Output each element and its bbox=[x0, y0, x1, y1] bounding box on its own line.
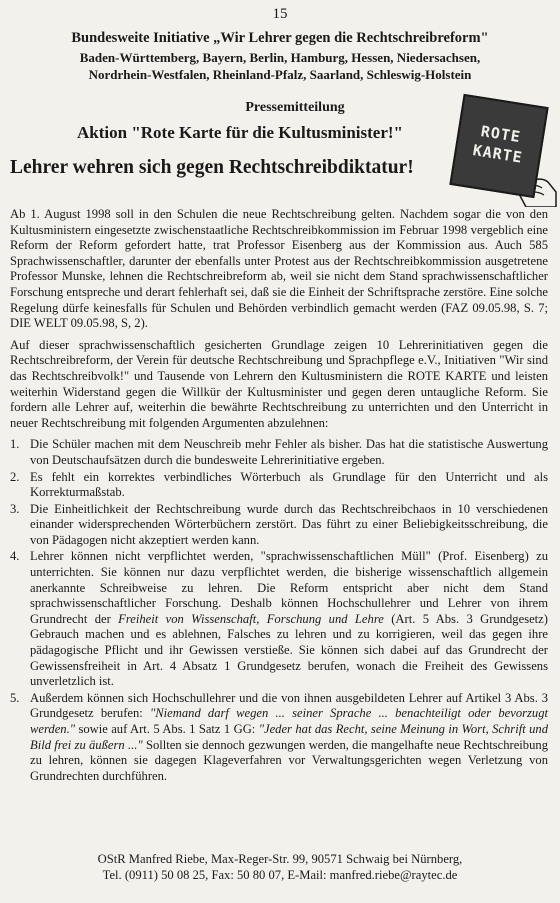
argument-item bbox=[10, 470, 548, 501]
argument-emphasis: Freiheit von Wissenschaft, Forschung und Lehre bbox=[118, 611, 384, 626]
argument-text: Lehrer können nicht verpflichtet werden, "sprachwissenschaftlichen Müll" (Prof. Eisenberg) zu unterrichten. Sie können nur dazu verpflichtet werden, die bisherige wissenschaftlich allgemein anerkannte Schreibweise zu lehren. Die Reform entspricht aber nicht dem Stand sprachwissenschaftlicher Forschung. Deshalb können Hochschullehrer und Lehrer von ihrem Grundrecht der bbox=[30, 549, 548, 626]
page-number: 15 bbox=[272, 6, 288, 22]
argument-number: 5. bbox=[10, 690, 20, 705]
argument-number: 2. bbox=[10, 469, 20, 484]
argument-number: 3. bbox=[10, 501, 20, 516]
argument-text: sowie auf Art. 5 Abs. 1 Satz 1 GG: bbox=[75, 722, 259, 736]
red-card-illustration bbox=[448, 92, 558, 207]
headline: Lehrer wehren sich gegen Rechtschreibdiktatur! bbox=[10, 157, 414, 178]
argument-item bbox=[10, 691, 548, 785]
paragraph-2: Auf dieser sprachwissenschaftlich gesicherten Grundlage zeigen 10 Lehrerinitiativen gegen die Rechtschreibreform, der Verein für deutsche Rechtschreibung und Sprachpflege e.V., Initiativen "Wir sind das Rechtschreibvolk!" und Tausende von Lehrern den Kultusministern die ROTE KARTE und leisten weiterhin Widerstand gegen die Willkür der Kultusminister und gegen deren untaugliche Reform. Sie fordern alle Lehrer auf, weiterhin die bewährte Rechtschreibung zu unterrichten und den Unterricht in neuer Rechtschreibung mit folgenden Argumenten abzulehnen: bbox=[10, 337, 548, 430]
org-title: Bundesweite Initiative „Wir Lehrer gegen die Rechtschreibreform" bbox=[71, 30, 489, 46]
argument-list bbox=[10, 437, 548, 784]
action-title: Aktion "Rote Karte für die Kultusminister!" bbox=[77, 123, 403, 142]
states-line-2: Nordrhein-Westfalen, Rheinland-Pfalz, Saarland, Schleswig-Holstein bbox=[88, 67, 472, 82]
argument-text: Die Einheitlichkeit der Rechtschreibung wurde durch das Rechtschreibchaos in 10 verschiedenen einander widersprechenden Wörterbüchern zerstört. Das führt zu einer Beliebigkeitsschreibung, die von Pädagogen nicht akzeptiert werden kann. bbox=[30, 501, 548, 547]
contact-address: OStR Manfred Riebe, Max-Reger-Str. 99, 90571 Schwaig bei Nürnberg, bbox=[97, 852, 463, 866]
card-text-line-1: ROTE bbox=[479, 122, 523, 147]
press-release-label: Pressemitteilung bbox=[245, 100, 345, 115]
article-body bbox=[10, 207, 548, 785]
argument-number: 4. bbox=[10, 549, 20, 564]
quote-article-5: "Jeder hat das Recht, seine Meinung in Wort, Schrift und Bild frei zu äußern ..." bbox=[30, 722, 548, 752]
argument-text: Sollten sie dennoch gezwungen werden, die mangelhafte neue Rechtschreibung zu lehren, können sie dagegen Klageverfahren vor Verwaltungsgerichten wegen Verletzung von Grundrechten durchführen. bbox=[30, 737, 548, 783]
contact-footer bbox=[0, 851, 560, 883]
states-list bbox=[0, 49, 560, 83]
states-line-1: Baden-Württemberg, Bayern, Berlin, Hamburg, Hessen, Niedersachsen, bbox=[79, 50, 481, 65]
red-card bbox=[449, 94, 548, 198]
paragraph-1: Ab 1. August 1998 soll in den Schulen die neue Rechtschreibung gelten. Nachdem sogar die von den Kultusministern eingesetzte zwischenstaatliche Rechtschreibkommission im Februar 1998 vergeblich eine Reform der Reform gefordert hatte, trat Professor Eisenberg aus der Kommission aus. Auch 585 Sprachwissenschaftler, darunter der ebenfalls unter Protest aus der Rechtschreibkommission ausgetretene Professor Munske, lehnen die Rechtschreibreform ab, weil sie nicht dem Stand sprachwissenschaftlicher Forschung entspreche und derart fehlerhaft sei, daß sie die Einheit der Schriftsprache zerstöre. Eine solche Regelung dürfe keinesfalls für Schulen und Behörden verbindlich gemacht werden (FAZ 09.05.98, S. 7; DIE WELT 09.05.98, S, 2). bbox=[10, 207, 548, 331]
card-text-line-2: KARTE bbox=[471, 141, 524, 167]
argument-text: Es fehlt ein korrektes verbindliches Wörterbuch als Grundlage für den Unterricht und als Korrekturmaßstab. bbox=[30, 469, 548, 500]
argument-item bbox=[10, 549, 548, 689]
contact-phone-email: Tel. (0911) 50 08 25, Fax: 50 80 07, E-Mail: manfred.riebe@raytec.de bbox=[102, 868, 458, 882]
argument-item bbox=[10, 502, 548, 549]
argument-text: Außerdem können sich Hochschullehrer und die von ihnen ausgebildeten Lehrer auf Artikel 3 Abs. 3 Grundgesetz berufen: bbox=[30, 690, 548, 721]
argument-item bbox=[10, 437, 548, 468]
argument-number: 1. bbox=[10, 437, 20, 452]
quote-article-3: "Niemand darf wegen ... seiner Sprache ... benachteiligt oder bevorzugt werden." bbox=[30, 706, 549, 736]
argument-text: (Art. 5 Abs. 3 Grundgesetz) Gebrauch machen und es ablehnen, Falsches zu lehren und zu korrigieren, weil das gegen ihre pädagogische Pflicht und ihr Gewissen verstieße. Sie können sich dabei auf das Grundrecht der Gewissensfreiheit in Art. 4 Absatz 1 Grundgesetz berufen, wonach die Freiheit des Gewissens unverletzlich ist. bbox=[30, 611, 548, 689]
argument-text: Die Schüler machen mit dem Neuschreib mehr Fehler als bisher. Das hat die statistische Auswertung von Deutschaufsätzen durch die bundesweite Lehrerinitiative ergeben. bbox=[30, 437, 548, 467]
